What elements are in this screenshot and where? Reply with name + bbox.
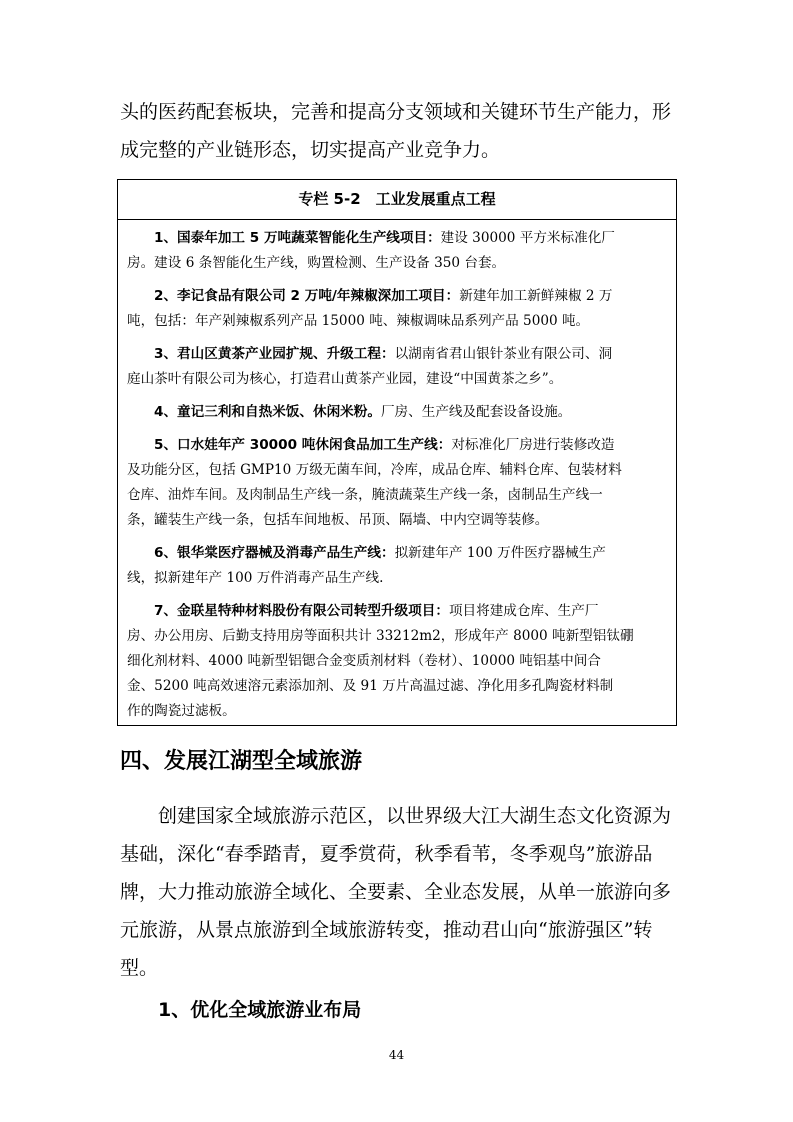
project-item xyxy=(127,599,670,724)
section-heading: 四、发展江湖型全域旅游 xyxy=(120,749,363,774)
intro-line: 头的医药配套板块，完善和提高分支领域和关键环节生产能力，形 xyxy=(120,101,672,123)
project-item xyxy=(127,433,670,533)
project-item xyxy=(127,342,670,392)
project-text: 对标准化厂房进行装修改造 xyxy=(451,437,615,453)
project-title: 7、金联星特种材料股份有限公司转型升级项目： xyxy=(154,603,449,619)
intro-paragraph xyxy=(120,93,680,169)
project-text: 房、办公用房、后勤支持用房等面积共计 33212m2，形成年产 8000 吨新型铝钛硼 xyxy=(127,628,634,644)
paragraph-line: 基础，深化“春季踏青，夏季赏荷，秋季看苇，冬季观鸟”旅游品 xyxy=(120,843,653,865)
project-text: 条，罐装生产线一条，包括车间地板、吊顶、隔墙、中内空调等装修。 xyxy=(127,512,549,528)
project-item xyxy=(127,400,670,425)
section-paragraph xyxy=(120,797,680,987)
project-text: 线，拟新建年产 100 万件消毒产品生产线. xyxy=(127,570,384,586)
paragraph-line: 型。 xyxy=(120,957,159,979)
project-text: 仓库、油炸车间。及肉制品生产线一条，腌渍蔬菜生产线一条，卤制品生产线一 xyxy=(127,487,603,503)
subsection-heading: 1、优化全域旅游业布局 xyxy=(158,999,362,1021)
paragraph-line: 牌，大力推动旅游全域化、全要素、全业态发展，从单一旅游向多 xyxy=(120,881,672,903)
project-text: 建设 30000 平方米标准化厂 xyxy=(440,230,615,246)
project-text: 作的陶瓷过滤板。 xyxy=(127,703,236,719)
project-text: 庭山茶叶有限公司为核心，打造君山黄茶产业园，建设“中国黄茶之乡”。 xyxy=(127,371,563,387)
project-title: 6、银华棠医疗器械及消毒产品生产线： xyxy=(154,545,395,561)
project-item xyxy=(127,541,670,591)
project-title: 1、国泰年加工 5 万吨蔬菜智能化生产线项目： xyxy=(154,230,441,246)
project-text: 厂房、生产线及配套设备设施。 xyxy=(380,404,572,420)
project-text: 房。建设 6 条智能化生产线，购置检测、生产设备 350 台套。 xyxy=(127,255,506,271)
project-text: 金、5200 吨高效速溶元素添加剂、及 91 万片高温过滤、净化用多孔陶瓷材料制 xyxy=(127,678,614,694)
project-title: 3、君山区黄茶产业园扩规、升级工程： xyxy=(154,346,395,362)
project-text: 细化剂材料、4000 吨新型铝锶合金变质剂材料（卷材）、10000 吨铝基中间合 xyxy=(127,653,601,669)
project-text: 及功能分区，包括 GMP10 万级无菌车间，冷库，成品仓库、辅料仓库、包装材料 xyxy=(127,462,622,478)
page-number: 44 xyxy=(388,1048,405,1062)
intro-line: 成完整的产业链形态，切实提高产业竞争力。 xyxy=(120,139,501,161)
project-title: 2、李记食品有限公司 2 万吨/年辣椒深加工项目： xyxy=(154,288,460,304)
paragraph-line: 创建国家全域旅游示范区，以世界级大江大湖生态文化资源为 xyxy=(158,805,672,827)
project-item xyxy=(127,226,670,276)
project-item xyxy=(127,284,670,334)
feature-box-body xyxy=(118,220,676,724)
project-text: 以湖南省君山银针茶业有限公司、洞 xyxy=(394,346,613,362)
feature-box-title: 专栏 5-2 工业发展重点工程 xyxy=(118,180,676,220)
project-title: 4、童记三利和自热米饭、休闲米粉。 xyxy=(154,404,381,420)
project-text: 新建年加工新鲜辣椒 2 万 xyxy=(459,288,613,304)
project-text: 吨，包括：年产剁辣椒系列产品 15000 吨、辣椒调味品系列产品 5000 吨。 xyxy=(127,313,590,329)
feature-box xyxy=(117,179,677,726)
project-text: 拟新建年产 100 万件医疗器械生产 xyxy=(394,545,606,561)
project-text: 项目将建成仓库、生产厂 xyxy=(448,603,599,619)
paragraph-line: 元旅游，从景点旅游到全域旅游转变，推动君山向“旅游强区”转 xyxy=(120,919,653,941)
project-title: 5、口水娃年产 30000 吨休闲食品加工生产线： xyxy=(154,437,452,453)
